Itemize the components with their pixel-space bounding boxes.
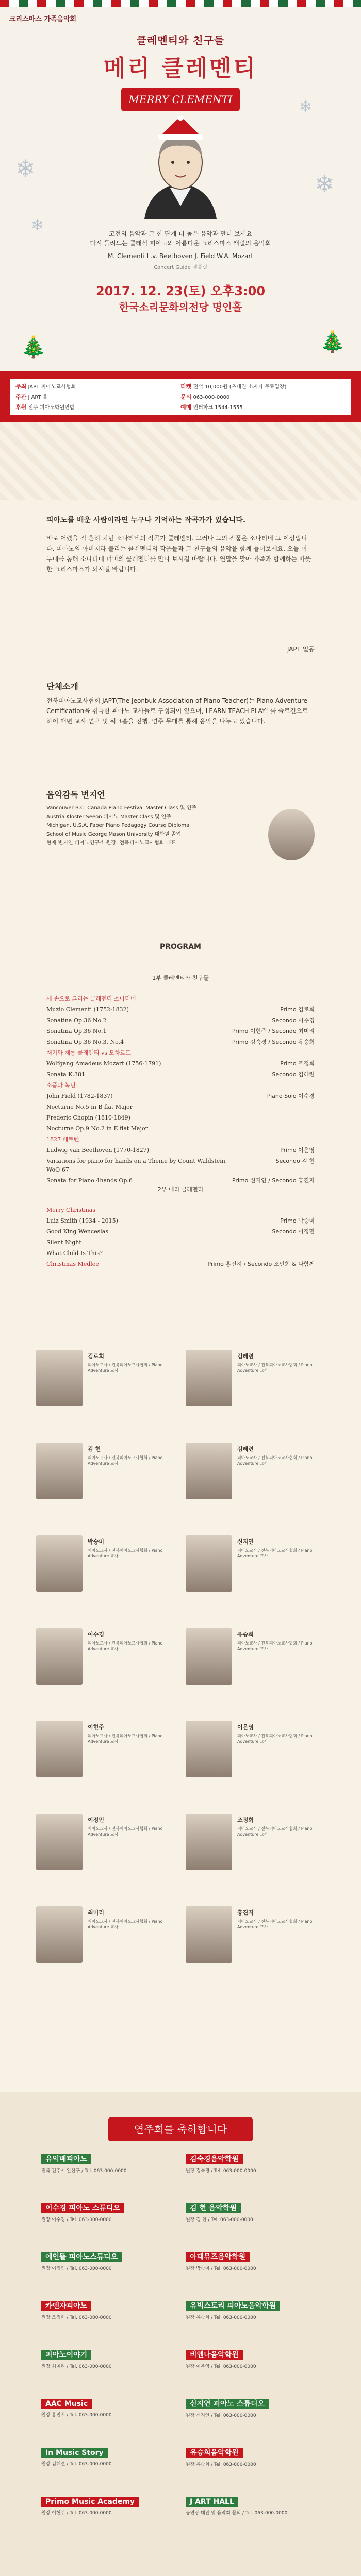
info-value: 전주 피아노학원연합: [28, 405, 75, 411]
performer-card: [36, 1535, 175, 1618]
sponsor-card: [41, 2202, 175, 2246]
performer-card: [36, 1906, 175, 1989]
performer-card: [36, 1443, 175, 1525]
performer-photo: [186, 1814, 232, 1870]
sponsor-card: [41, 2398, 175, 2442]
performer-card: [36, 1814, 175, 1896]
performer-card: [36, 1628, 175, 1710]
program-row: [46, 1206, 315, 1214]
performer-name: 김 현: [88, 1446, 101, 1452]
program-performer: Primo 김숙경 / Secondo 유승희: [232, 1039, 315, 1045]
concert-description: [0, 229, 361, 248]
performer-bio: 피아노교사 / 전북피아노교사협회 / Piano Adventure 교사: [237, 1548, 313, 1558]
merry-clementi-ribbon: MERRY CLEMENTI: [121, 88, 240, 111]
performer-name: 이수경: [88, 1631, 104, 1638]
sponsor-detail: 원장 조정희 / Tel. 063-000-0000: [41, 2315, 112, 2320]
program-list-part1: [46, 994, 315, 1187]
sponsor-detail: 원장 이정민 / Tel. 063-000-0000: [41, 2266, 112, 2272]
program-row: [46, 1238, 315, 1247]
performer-bio: 피아노교사 / 전북피아노교사협회 / Piano Adventure 교사: [237, 1919, 313, 1929]
program-row: [46, 1113, 315, 1122]
event-label: 크리스마스 가족음악회: [9, 15, 77, 23]
info-value: 전석 10,000원 (초대권 소지자 무료입장): [193, 384, 287, 390]
greeting-signature: JAPT 일동: [287, 646, 315, 653]
snowflake-icon: ❄: [31, 216, 44, 234]
program-performer: Secondo 이수경: [272, 1017, 315, 1024]
info-label: 후원: [15, 404, 27, 411]
info-label: 티켓: [180, 383, 192, 390]
program-heading: PROGRAM: [160, 943, 201, 951]
program-row: [46, 994, 315, 1003]
sponsor-name: 이수경 피아노 스튜디오: [41, 2203, 124, 2213]
sponsor-title: 연주회를 축하합니다: [108, 2117, 253, 2141]
program-performer: Secondo 김혜련: [272, 1071, 315, 1078]
snowflake-icon: ❄: [15, 155, 36, 182]
sponsor-name: J ART HALL: [186, 2497, 238, 2507]
program-row: [46, 1103, 315, 1111]
program-performer: Primo 조정희: [280, 1060, 315, 1067]
info-label: 주관: [15, 394, 27, 400]
performer-photo: [36, 1814, 83, 1870]
program-piece: Christmas Medlee: [46, 1261, 99, 1267]
program-performer: Primo 김로희: [280, 1006, 315, 1013]
program-row: [46, 1146, 315, 1155]
program-piece: 1827 베토벤: [46, 1136, 79, 1143]
group-title: 단체소개: [46, 682, 78, 691]
christmas-tree-icon: 🎄: [21, 335, 46, 359]
program-performer: Primo 신지연 / Secondo 홍진지: [232, 1177, 315, 1184]
program-performer: Secondo 이정민: [272, 1228, 315, 1235]
performer-name: 신지연: [237, 1538, 254, 1545]
sponsor-card: [186, 2447, 320, 2491]
sponsor-card: [186, 2496, 320, 2540]
sponsor-detail: 원장 이수경 / Tel. 063-000-0000: [41, 2217, 112, 2223]
info-label: 예매: [180, 404, 192, 411]
sponsor-card: [41, 2349, 175, 2393]
program-row: [46, 1157, 315, 1174]
program-row: [46, 1092, 315, 1100]
program-piece: Sonatina Op.36 No.2: [46, 1017, 107, 1024]
bio-line: 현재 변지연 피아노연구소 원장, 전북피아노교사협회 대표: [46, 840, 176, 846]
program-piece: John Field (1782-1837): [46, 1093, 113, 1099]
snowflake-icon: ❄: [315, 170, 335, 198]
performer-bio: 피아노교사 / 전북피아노교사협회 / Piano Adventure 교사: [237, 1826, 313, 1837]
sponsor-detail: 원장 유승희 / Tel. 063-000-0000: [186, 2315, 256, 2320]
sponsor-detail: 원장 이은영 / Tel. 063-000-0000: [186, 2364, 256, 2369]
program-row: [46, 1260, 315, 1268]
group-body: 전북피아노교사협회 JAPT(The Jeonbuk Association of Piano Teacher)는 Piano Adventure Certification을 취득한 피아노 교사들로 구성되어 있으며, LEARN TEACH PLAY! 를 슬로건으로 하여 매년 교사 연구 및 워크숍을 진행, 연주 무대를 통해 음악을 나누고 있습니다.: [46, 697, 308, 725]
program-piece: Sonata for Piano 4hands Op.6: [46, 1177, 133, 1184]
performer-card: [36, 1350, 175, 1432]
performer-grid: [36, 1350, 325, 2020]
christmas-tree-icon: 🎄: [320, 330, 346, 354]
program-piece: Muzio Clementi (1752-1832): [46, 1006, 129, 1013]
performer-name: 김혜련: [237, 1446, 254, 1452]
bio-line: Vancouver B.C. Canada Piano Festival Master Class 및 연주: [46, 805, 197, 811]
performer-photo: [186, 1443, 232, 1499]
sponsor-name: 비엔나음악학원: [186, 2350, 243, 2360]
sponsor-name: 예인뜰 피아노스튜디오: [41, 2252, 122, 2262]
sponsor-name: Primo Music Academy: [41, 2497, 139, 2507]
sponsor-name: 유익배피아노: [41, 2154, 91, 2164]
sponsor-name: 아태뮤즈음악학원: [186, 2252, 250, 2262]
program-row: [46, 1005, 315, 1014]
sponsor-card: [41, 2300, 175, 2344]
program-piece: Sonatina Op.36 No.1: [46, 1028, 107, 1035]
sponsor-card: [41, 2154, 175, 2197]
performer-name: 유승희: [237, 1631, 254, 1638]
performer-card: [186, 1350, 325, 1432]
sponsor-card: [41, 2251, 175, 2295]
performer-bio: 피아노교사 / 전북피아노교사협회 / Piano Adventure 교사: [88, 1919, 163, 1929]
info-reserve: [180, 403, 243, 411]
program-piece: Luiz Smith (1934 - 2015): [46, 1217, 118, 1224]
event-datetime: 2017. 12. 23(토) 오후3:00: [95, 284, 266, 298]
performer-card: [186, 1628, 325, 1710]
program-row: [46, 1249, 315, 1258]
program-row: [46, 1048, 315, 1057]
sponsor-name: 신지연 피아노 스튜디오: [186, 2399, 269, 2409]
program-piece: What Child Is This?: [46, 1250, 103, 1257]
performer-name: 홍진지: [237, 1909, 254, 1916]
performer-photo: [36, 1443, 83, 1499]
performer-photo: [36, 1535, 83, 1592]
sponsor-detail: 전북 전주시 완산구 / Tel. 063-000-0000: [41, 2168, 127, 2174]
sponsor-grid: [41, 2154, 320, 2566]
performer-card: [186, 1443, 325, 1525]
director-bio: [46, 804, 253, 848]
sponsor-detail: 원장 이현주 / Tel. 063-000-0000: [41, 2511, 112, 2516]
performer-name: 조정희: [237, 1817, 254, 1823]
performer-bio: 피아노교사 / 전북피아노교사협회 / Piano Adventure 교사: [88, 1641, 163, 1651]
performer-name: 이현주: [88, 1724, 104, 1731]
program-performer: Primo 홍진지 / Secondo 조인희 & 다함께: [207, 1261, 315, 1267]
program-row: [46, 1176, 315, 1185]
program-performer: Primo 박승미: [280, 1217, 315, 1224]
info-label: 주최: [15, 383, 27, 390]
program-performer: Secondo 김 현: [275, 1158, 315, 1164]
sponsor-detail: 원장 김 현 / Tel. 063-000-0000: [186, 2217, 253, 2223]
program-part1: 1부 클레멘티와 친구들: [152, 975, 209, 981]
performer-bio: 피아노교사 / 전북피아노교사협회 / Piano Adventure 교사: [88, 1548, 163, 1558]
program-piece: Silent Night: [46, 1239, 81, 1246]
program-row: [46, 1124, 315, 1133]
performer-card: [186, 1814, 325, 1896]
sponsor-name: 유빅스토리 피아노음악학원: [186, 2301, 280, 2311]
info-host: [15, 382, 76, 391]
info-value: 063-000-0000: [193, 395, 230, 400]
sponsor-name: 김숙경음악학원: [186, 2154, 243, 2164]
info-inquiry: [180, 393, 229, 401]
performer-card: [186, 1906, 325, 1989]
sponsor-name: In Music Story: [41, 2448, 108, 2458]
performer-photo: [36, 1350, 83, 1406]
program-piece: Wolfgang Amadeus Mozart (1756-1791): [46, 1060, 161, 1067]
program-piece: 소품과 녹턴: [46, 1082, 76, 1089]
sponsor-name: 유승희음악학원: [186, 2448, 243, 2458]
page-title: 메리 클레멘티: [103, 55, 258, 81]
program-piece: Nocturne No.5 in B flat Major: [46, 1104, 133, 1110]
program-piece: Merry Christmas: [46, 1207, 95, 1213]
subtitle: 클레멘티와 친구들: [136, 34, 225, 46]
program-row: [46, 1227, 315, 1236]
performer-bio: 피아노교사 / 전북피아노교사협회 / Piano Adventure 교사: [237, 1363, 313, 1373]
sponsor-detail: 원장 박승미 / Tel. 063-000-0000: [186, 2266, 256, 2272]
sponsor-card: [186, 2202, 320, 2246]
description-line: 다시 들려드는 클래식 피아노와 아름다운 크리스마스 캐럴의 음악회: [90, 240, 271, 247]
sponsor-detail: 원장 홍진지 / Tel. 063-000-0000: [41, 2413, 112, 2418]
performer-card: [186, 1721, 325, 1803]
event-venue: 한국소리문화의전당 명인홀: [119, 301, 242, 313]
program-part2: 2부 메리 클레멘티: [157, 1186, 204, 1193]
info-label: 문의: [180, 394, 192, 400]
program-piece: Sonata K.381: [46, 1071, 85, 1078]
performer-name: 최미리: [88, 1909, 104, 1916]
sponsor-detail: 원장 유승희 / Tel. 063-000-0000: [186, 2462, 256, 2467]
sponsor-card: [41, 2496, 175, 2540]
performer-card: [36, 1721, 175, 1803]
program-piece: Variations for piano for hands on a Theme by Count Waldstein, WoO 67: [46, 1158, 227, 1173]
director-title: 음악감독 변지연: [46, 790, 105, 800]
program-row: [46, 1216, 315, 1225]
performer-photo: [186, 1350, 232, 1406]
director-photo: [268, 809, 315, 860]
performer-bio: 피아노교사 / 전북피아노교사협회 / Piano Adventure 교사: [88, 1826, 163, 1837]
candy-stripe-border: [0, 0, 361, 7]
performer-name: 이정민: [88, 1817, 104, 1823]
performer-bio: 피아노교사 / 전북피아노교사협회 / Piano Adventure 교사: [88, 1363, 163, 1373]
bio-line: Michigan, U.S.A. Faber Piano Pedagogy Course Diploma: [46, 823, 190, 828]
program-piece: Good King Wenceslas: [46, 1228, 108, 1235]
program-row: [46, 1135, 315, 1144]
info-sponsor: [15, 393, 48, 401]
greeting-body: 바로 어렸을 적 흔히 치던 소나티네의 작곡가 클레멘티. 그러나 그의 작품은 소나티네 그 이상입니다. 피아노의 아버지라 불리는 클레멘티의 작품들과 그 친구들의 음악을 함께 들어보세요. 오늘 이 무대를 통해 소나티네 너머의 클레멘티를 만나 보시길 바랍니다. 연말을 맞아 가족과 함께하는 따뜻한 크리스마스가 되시길 바랍니다.: [46, 535, 311, 573]
sponsor-card: [186, 2251, 320, 2295]
performer-photo: [36, 1721, 83, 1777]
concert-guide-label: Concert Guide 팸플릿: [154, 265, 207, 270]
sponsor-card: [186, 2398, 320, 2442]
program-piece: Sonatina Op.36 No.3, No.4: [46, 1039, 124, 1045]
sponsor-name: AAC Music: [41, 2399, 92, 2409]
info-value: J ART 홀: [28, 395, 48, 400]
sponsor-detail: 공연장 대관 및 음악회 문의 / Tel. 063-000-0000: [186, 2511, 288, 2516]
performer-photo: [186, 1721, 232, 1777]
program-piece: Nocturne Op.9 No.2 in E flat Major: [46, 1125, 148, 1132]
program-piece: Frederic Chopin (1810-1849): [46, 1114, 130, 1121]
performer-photo: [186, 1906, 232, 1963]
bio-line: School of Music George Mason University 대학원 졸업: [46, 832, 182, 837]
performer-name: 박승미: [88, 1538, 104, 1545]
sponsor-name: 카덴자피아노: [41, 2301, 91, 2311]
sponsor-detail: 원장 최미리 / Tel. 063-000-0000: [41, 2364, 112, 2369]
program-performer: Primo 이은영: [280, 1147, 315, 1154]
program-row: [46, 1016, 315, 1025]
program-piece: Ludwig van Beethoven (1770-1827): [46, 1147, 150, 1154]
sponsor-detail: 원장 신지연 / Tel. 063-000-0000: [186, 2413, 256, 2418]
performer-name: 김로희: [88, 1353, 104, 1360]
program-performer: Piano Solo 이수경: [267, 1093, 315, 1099]
sponsor-card: [186, 2300, 320, 2344]
program-row: [46, 1038, 315, 1046]
description-line: 고전의 음악과 그 한 단계 더 높은 음악과 만나 보세요: [109, 230, 252, 238]
sponsor-detail: 원장 김숙경 / Tel. 063-000-0000: [186, 2168, 256, 2174]
performer-name: 김혜련: [237, 1353, 254, 1360]
performer-bio: 피아노교사 / 전북피아노교사협회 / Piano Adventure 교사: [237, 1455, 313, 1466]
performer-photo: [36, 1906, 83, 1963]
program-row: [46, 1070, 315, 1079]
composer-list: M. Clementi L.v. Beethoven J. Field W.A. Mozart: [107, 252, 254, 260]
performer-bio: 피아노교사 / 전북피아노교사협회 / Piano Adventure 교사: [88, 1455, 163, 1466]
sponsor-name: 김 현 음악학원: [186, 2203, 241, 2213]
program-row: [46, 1059, 315, 1068]
info-value: JAPT 피아노교사협회: [28, 384, 76, 390]
performer-name: 이은영: [237, 1724, 254, 1731]
info-ticket: [180, 382, 287, 391]
performer-bio: 피아노교사 / 전북피아노교사협회 / Piano Adventure 교사: [237, 1641, 313, 1651]
sponsor-card: [186, 2349, 320, 2393]
clementi-portrait-illustration: [134, 116, 227, 219]
info-value: 인터파크 1544-1555: [193, 405, 243, 411]
info-support: [15, 403, 75, 411]
performer-photo: [36, 1628, 83, 1685]
program-performer: Primo 이현주 / Secondo 최미리: [232, 1028, 315, 1035]
program-piece: 재기와 재롱 클레멘티 vs 모차르트: [46, 1049, 131, 1056]
sponsor-card: [186, 2154, 320, 2197]
performer-card: [186, 1535, 325, 1618]
program-row: [46, 1027, 315, 1036]
performer-bio: 피아노교사 / 전북피아노교사협회 / Piano Adventure 교사: [88, 1734, 163, 1744]
program-row: [46, 1081, 315, 1090]
program-list-part2: [46, 1206, 315, 1270]
snowflake-icon: ❄: [299, 98, 313, 116]
sponsor-name: 피아노이야기: [41, 2350, 91, 2360]
bio-line: Austria Kloster Seeon 피아노 Master Class 및 연주: [46, 814, 171, 820]
sponsor-detail: 원장 김혜련 / Tel. 063-000-0000: [41, 2462, 112, 2467]
greeting-intro: 피아노를 배운 사람이라면 누구나 기억하는 작곡가가 있습니다.: [46, 516, 246, 524]
performer-photo: [186, 1628, 232, 1685]
program-piece: 세 손으로 그리는 클레멘티 소나티네: [46, 995, 136, 1002]
performer-bio: 피아노교사 / 전북피아노교사협회 / Piano Adventure 교사: [237, 1734, 313, 1744]
performer-photo: [186, 1535, 232, 1592]
sponsor-card: [41, 2447, 175, 2491]
decorative-pattern: [0, 422, 361, 500]
